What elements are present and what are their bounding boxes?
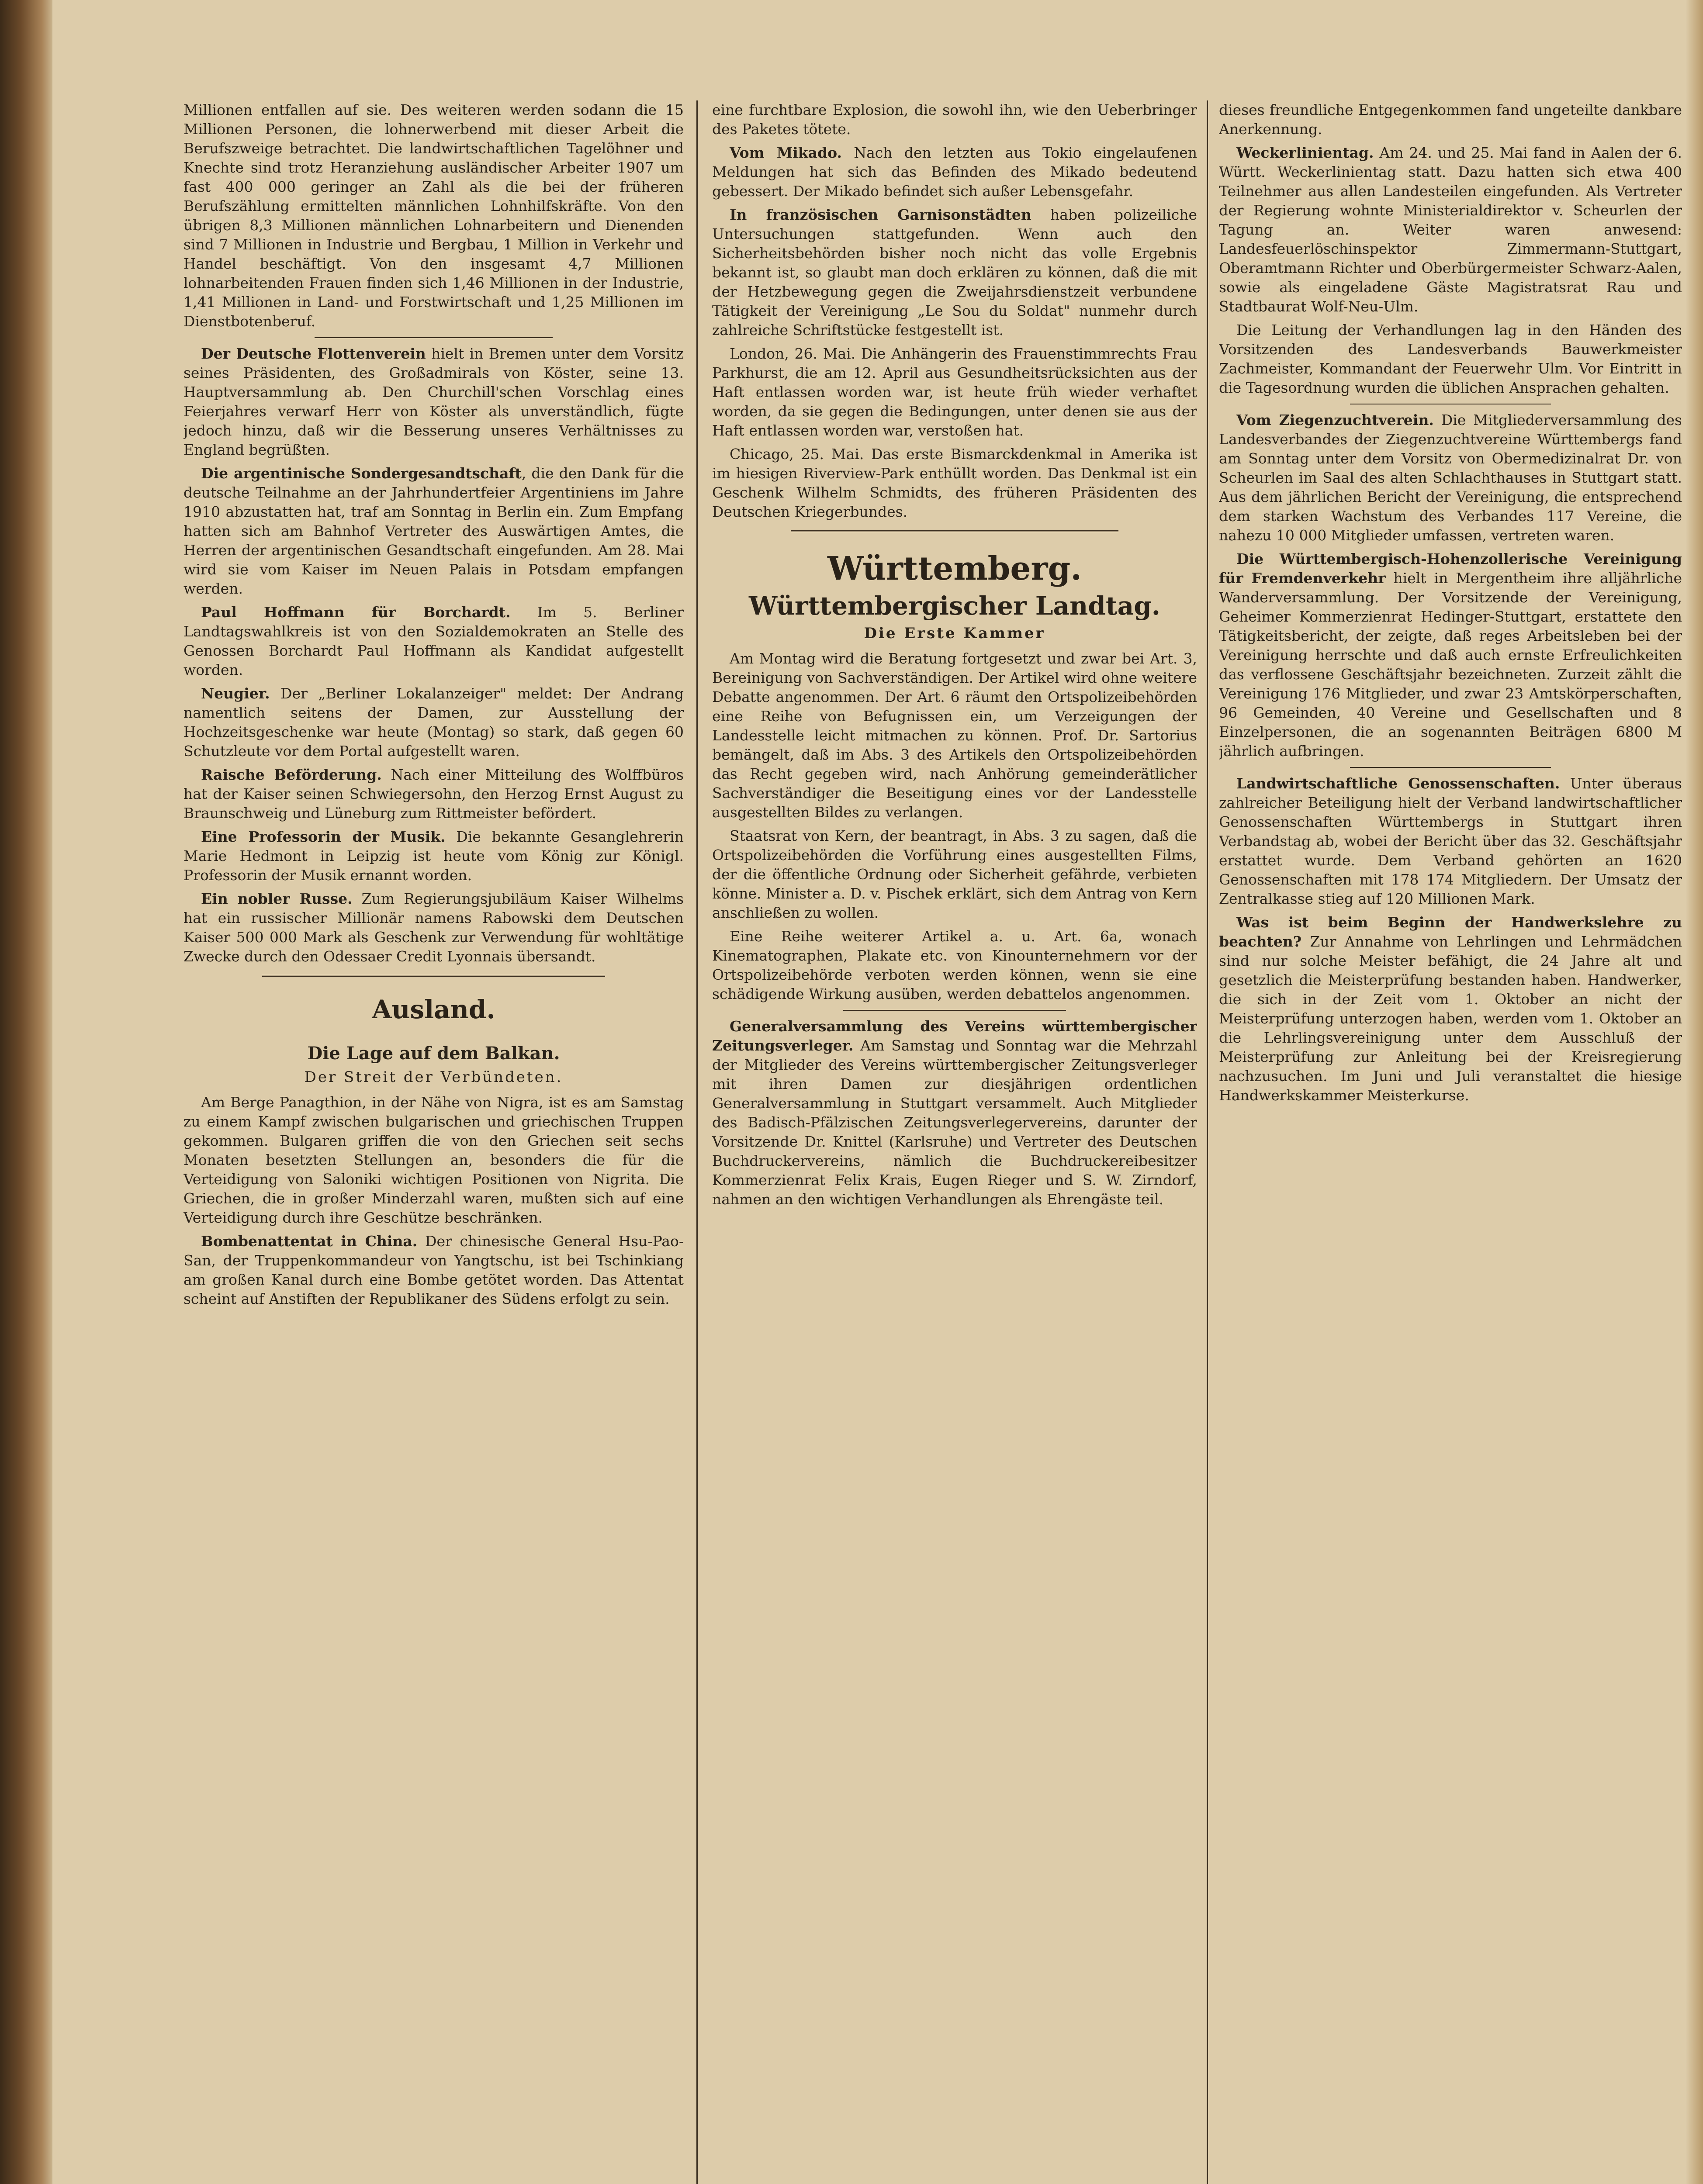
divider: [315, 337, 553, 338]
article-headline: In französischen Garnisonstädten: [730, 206, 1031, 223]
article-headline: Ein nobler Russe.: [201, 890, 353, 907]
article-text: Staatsrat von Kern, der beantragt, in Abs. 3 zu sagen, daß die Ortspolizeibehörden die Vorführung eines ausgestellten Films, der die öffentliche Ordnung oder Sicherheit gefährde, verbieten könne. Minister a. D. v. Pischek erklärt, sich dem Antrag von Kern anschließen zu wollen.: [712, 827, 1197, 921]
article-headline: Neugier.: [201, 685, 270, 702]
article-body: hielt in Mergentheim ihre alljährliche Wanderversammlung. Der Vorsitzende der Vereinigung, Geheimer Kommerzienrat Hedinger-Stuttgart, erstattete den Tätigkeitsbericht, der zeigte, daß reges Arbeitsleben bei der Vereinigung herrschte und daß auch ernste Erfreulichkeiten das verflossene Geschäftsjahr bezeichneten. Zurzeit zählt die Vereinigung 176 Mitglieder, und zwar 23 Amtskörperschaften, 96 Gemeinden, 40 Vereine und Gesellschaften und 8 Einzelpersonen, die an sogenannten Beiträgen 6800 M jährlich aufbringen.: [1219, 570, 1682, 760]
article-headline: Bombenattentat in China.: [201, 1233, 418, 1250]
article-headline: Raische Beförderung.: [201, 766, 382, 783]
section-heading: Ausland.: [372, 995, 495, 1024]
article-text: Am Montag wird die Beratung fortgesetzt und zwar bei Art. 3, Bereinigung von Sachverständigen. Der Artikel wird ohne weitere Debatte angenommen. Der Art. 6 räumt den Ortspolizeibehörden eine Reihe von Befugnissen ein, um Verzeigungen der Landesstelle leicht mitmachen zu können. Prof. Dr. Sartorius bemängelt, daß im Abs. 3 des Artikels den Ortspolizeibehörden das Recht gegeben wird, nach Anhörung gemeinderätlicher Sachverständiger die Beseitigung eines vor der Landesstelle ausgestellten Bildes zu verlangen.: [712, 650, 1197, 821]
column-rule: [1207, 100, 1208, 2184]
article-text: [712, 143, 1197, 201]
article-body: haben polizeiliche Untersuchungen stattgefunden. Wenn auch den Sicherheitsbehörden bisher noch nicht das volle Ergebnis bekannt ist, so glaubt man doch erklären zu können, daß die mit der Hetzbewegung gegen die Zweijahrsdienstzeit verbundene Tätigkeit der Vereinigung „Le Sou du Soldat" nunmehr durch zahlreiche Schriftstücke festgestellt ist.: [712, 206, 1197, 339]
book-binding: [0, 0, 52, 2184]
column-3: [1219, 100, 1682, 2184]
article-body: Die bekannte Gesanglehrerin Marie Hedmont in Leipzig ist heute vom König zur Königl. Professorin der Musik ernannt worden.: [183, 828, 684, 884]
article-text: [712, 205, 1197, 340]
column-2: [712, 100, 1197, 2184]
article-text: [183, 827, 684, 885]
article-title: Die Lage auf dem Balkan.: [307, 1043, 560, 1064]
article-text: eine furchtbare Explosion, die sowohl ihn, wie den Ueberbringer des Paketes tötete.: [712, 101, 1197, 138]
article-text: [183, 344, 684, 460]
article-headline: Paul Hoffmann für Borchardt.: [201, 604, 511, 621]
article-headline: Weckerlinientag.: [1236, 144, 1374, 161]
article-headline: Vom Mikado.: [730, 144, 842, 161]
article-body: Am Samstag und Sonntag war die Mehrzahl der Mitglieder des Vereins württembergischer Zeitungsverleger mit ihren Damen zur diesjährigen ordentlichen Generalversammlung in Stuttgart versammelt. Auch Mitglieder des Badisch-Pfälzischen Zeitungsverlegervereins, darunter der Vorsitzende Dr. Knittel (Karlsruhe) und Vertreter des Deutschen Buchdruckervereins, nämlich die Buchdruckereibesitzer Kommerzienrat Felix Krais, Eugen Rieger und S. W. Zirndorf, nahmen an den wichtigen Verhandlungen als Ehrengäste teil.: [712, 1037, 1197, 1208]
article-text: [183, 765, 684, 823]
article-title: Württembergischer Landtag.: [749, 591, 1160, 621]
article-headline: Eine Professorin der Musik.: [201, 828, 446, 845]
article-body: Der „Berliner Lokalanzeiger" meldet: Der Andrang namentlich seitens der Damen, zur Ausstellung der Hochzeitsgeschenke war heute (Montag) so stark, daß gegen 60 Schutzleute vor dem Portal aufgestellt waren.: [183, 685, 684, 760]
article-subtitle: Die Erste Kammer: [864, 625, 1045, 642]
article-body: Der chinesische General Hsu-Pao-San, der Truppenkommandeur von Yangtschu, ist bei Tschinkiang am großen Kanal durch eine Bombe getötet worden. Das Attentat scheint auf Anstiften der Republikaner des Südens erfolgt zu sein.: [183, 1233, 684, 1307]
article-text: [183, 464, 684, 598]
article-body: Die Mitgliederversammlung des Landesverbandes der Ziegenzuchtvereine Württembergs fand am Sonntag unter dem Vorsitz von Obermedizinalrat Dr. von Scheurlen im Saal des alten Schlachthauses in Stuttgart statt. Aus dem jährlichen Bericht der Vereinigung, die entsprechend dem starken Wachstum des Verbandes 117 Vereine, die nahezu 10 000 Mitglieder umfassen, vertreten waren.: [1219, 411, 1682, 544]
article-headline: Was ist beim Beginn der Handwerkslehre zu beachten?: [1219, 914, 1682, 950]
article-text: [183, 1232, 684, 1309]
article-text: [712, 1017, 1197, 1209]
article-body: Im 5. Berliner Landtagswahlkreis ist von den Sozialdemokraten an Stelle des Genossen Borchardt Paul Hoffmann als Kandidat aufgestellt worden.: [183, 604, 684, 678]
article-text: Die Leitung der Verhandlungen lag in den Händen des Vorsitzenden des Landesverbands Bauwerkmeister Zachmeister, Kommandant der Feuerwehr Ulm. Vor Eintritt in die Tagesordnung wurden die üblichen Ansprachen gehalten.: [1219, 321, 1682, 396]
section-heading: Württemberg.: [827, 550, 1082, 587]
article-body: Unter überaus zahlreicher Beteiligung hielt der Verband landwirtschaftlicher Genossenschaften Württembergs in Stuttgart ihren Verbandstag ab, wobei der Bericht über das 32. Geschäftsjahr erstattet wurde. Dem Verband gehörten an 1620 Genossenschaften mit 178 174 Mitgliedern. Der Umsatz der Zentralkasse stieg auf 120 Millionen Mark.: [1219, 775, 1682, 907]
article-body: Nach den letzten aus Tokio eingelaufenen Meldungen hat sich das Befinden des Mikado bedeutend gebessert. Der Mikado befindet sich außer Lebensgefahr.: [712, 144, 1197, 200]
section-divider: [791, 530, 1118, 532]
article-headline: Die argentinische Sondergesandtschaft: [201, 465, 522, 482]
article-body: Am 24. und 25. Mai fand in Aalen der 6. Württ. Weckerlinientag statt. Dazu hatten sich etwa 400 Teilnehmer aus allen Landesteilen eingefunden. Als Vertreter der Regierung wohnte Ministerialdirektor v. Scheurlen der Tagung an. Weiter waren anwesend: Landesfeuerlöschinspektor Zimmermann-Stuttgart, Oberamtmann Richter und Oberbürgermeister Schwarz-Aalen, sowie als eingeladene Gäste Magistratsrat Rau und Stadtbaurat Wolf-Neu-Ulm.: [1219, 144, 1682, 315]
article-text: Am Berge Panagthion, in der Nähe von Nigra, ist es am Samstag zu einem Kampf zwischen bulgarischen und griechischen Truppen gekommen. Bulgaren griffen die von den Griechen seit sechs Monaten besetzten Stellungen an, besonders die für die Verteidigung von Saloniki wichtigen Positionen von Nigrita. Die Griechen, die in großer Minderzahl waren, mußten sich auf eine Verteidigung durch ihre Geschütze beschränken.: [183, 1094, 684, 1226]
article-text: [1219, 774, 1682, 909]
article-body: hielt in Bremen unter dem Vorsitz seines Präsidenten, des Großadmirals von Köster, seine 13. Hauptversammlung ab. Den Churchill'schen Vorschlag eines Feierjahres verwarf Herr von Köster als unverständlich, fügte jedoch hinzu, daß wir die Besserung unseres Verhältnisses zu England begrüßten.: [183, 345, 684, 458]
section-divider: [262, 975, 605, 977]
divider: [1350, 767, 1551, 768]
article-body: Zur Annahme von Lehrlingen und Lehrmädchen sind nur solche Meister befähigt, die 24 Jahre alt und gesetzlich die Meisterprüfung bestanden haben. Handwerker, die sich in der Zeit vom 1. Oktober an nicht der Meisterprüfung unterzogen haben, werden vom 1. Oktober an die Lehrlingsvereinigung unter dem Ausschluß der Meisterprüfung zur Anleitung bei der Kreisregierung nachzusuchen. Im Juni und Juli veranstaltet die hiesige Handwerkskammer Meisterkurse.: [1219, 933, 1682, 1104]
article-body: , die den Dank für die deutsche Teilnahme an der Jahrhundertfeier Argentiniens im Jahre 1910 abzustatten hat, traf am Sonntag in Berlin ein. Zum Empfang hatten sich am Bahnhof Vertreter des Auswärtigen Amtes, die Herren der argentinischen Gesandtschaft eingefunden. Am 28. Mai wird sie vom Kaiser im Neuen Palais in Potsdam empfangen werden.: [183, 465, 684, 597]
article-text: [183, 603, 684, 680]
article-headline: Generalversammlung des Vereins württembergischer Zeitungsverleger.: [712, 1018, 1197, 1054]
article-text: [1219, 549, 1682, 761]
article-text: [1219, 143, 1682, 316]
article-text: Eine Reihe weiterer Artikel a. u. Art. 6a, wonach Kinematographen, Plakate etc. von Kinounternehmern vor der Ortspolizeibehörde verboten werden können, wenn sie eine schädigende Wirkung ausüben, werden debattelos angenommen.: [712, 928, 1197, 1002]
article-text: [1219, 411, 1682, 545]
article-headline: Der Deutsche Flottenverein: [201, 345, 426, 362]
divider: [843, 1010, 1066, 1011]
article-text: [183, 889, 684, 966]
article-text: London, 26. Mai. Die Anhängerin des Frauenstimmrechts Frau Parkhurst, die am 12. April aus Gesundheitsrücksichten aus der Haft entlassen worden war, ist heute früh wieder verhaftet worden, da sie gegen die Bedingungen, unter denen sie aus der Haft entlassen worden war, verstoßen hat.: [712, 345, 1197, 439]
article-headline: Vom Ziegenzuchtverein.: [1236, 411, 1434, 429]
article-text: Chicago, 25. Mai. Das erste Bismarckdenkmal in Amerika ist im hiesigen Riverview-Park enthüllt worden. Das Denkmal ist ein Geschenk Wilhelm Schmidts, des früheren Präsidenten des Deutschen Kriegerbundes.: [712, 446, 1197, 520]
article-body: Zum Regierungsjubiläum Kaiser Wilhelms hat ein russischer Millionär namens Rabowski dem Deutschen Kaiser 500 000 Mark als Geschenk zur Verwendung für wohltätige Zwecke durch den Odessaer Credit Lyonnais übersandt.: [183, 890, 684, 965]
article-subtitle: Der Streit der Verbündeten.: [304, 1068, 563, 1086]
page-edge: [1686, 0, 1703, 2184]
article-text: [183, 684, 684, 761]
article-text: [1219, 913, 1682, 1105]
column-1: [183, 100, 684, 2184]
article-text: Millionen entfallen auf sie. Des weiteren werden sodann die 15 Millionen Personen, die lohnerwerbend mit dieser Arbeit die Berufszweige betrachtet. Die landwirtschaftlichen Tagelöhner und Knechte sind trotz Heranziehung ausländischer Arbeiter 1907 um fast 400 000 geringer an Zahl als die bei der früheren Berufszählung ermittelten männlichen Lohnhilfskräfte. Von den übrigen 8,3 Millionen männlichen Lohnarbeitern und Dienenden sind 7 Millionen in Industrie und Bergbau, 1 Million in Verkehr und Handel beschäftigt. Von den insgesamt 4,7 Millionen lohnarbeitenden Frauen finden sich 1,46 Millionen in der Industrie, 1,41 Millionen in Land- und Forstwirtschaft und 1,25 Millionen im Dienstbotenberuf.: [183, 101, 684, 330]
article-body: Nach einer Mitteilung des Wolffbüros hat der Kaiser seinen Schwiegersohn, den Herzog Ernst August zu Braunschweig und Lüneburg zum Rittmeister befördert.: [183, 766, 684, 822]
article-text: dieses freundliche Entgegenkommen fand ungeteilte dankbare Anerkennung.: [1219, 101, 1682, 138]
article-headline: Landwirtschaftliche Genossenschaften.: [1236, 775, 1560, 792]
article-headline: Die Württembergisch-Hohenzollerische Vereinigung für Fremdenverkehr: [1219, 550, 1682, 587]
column-rule: [696, 100, 698, 2184]
